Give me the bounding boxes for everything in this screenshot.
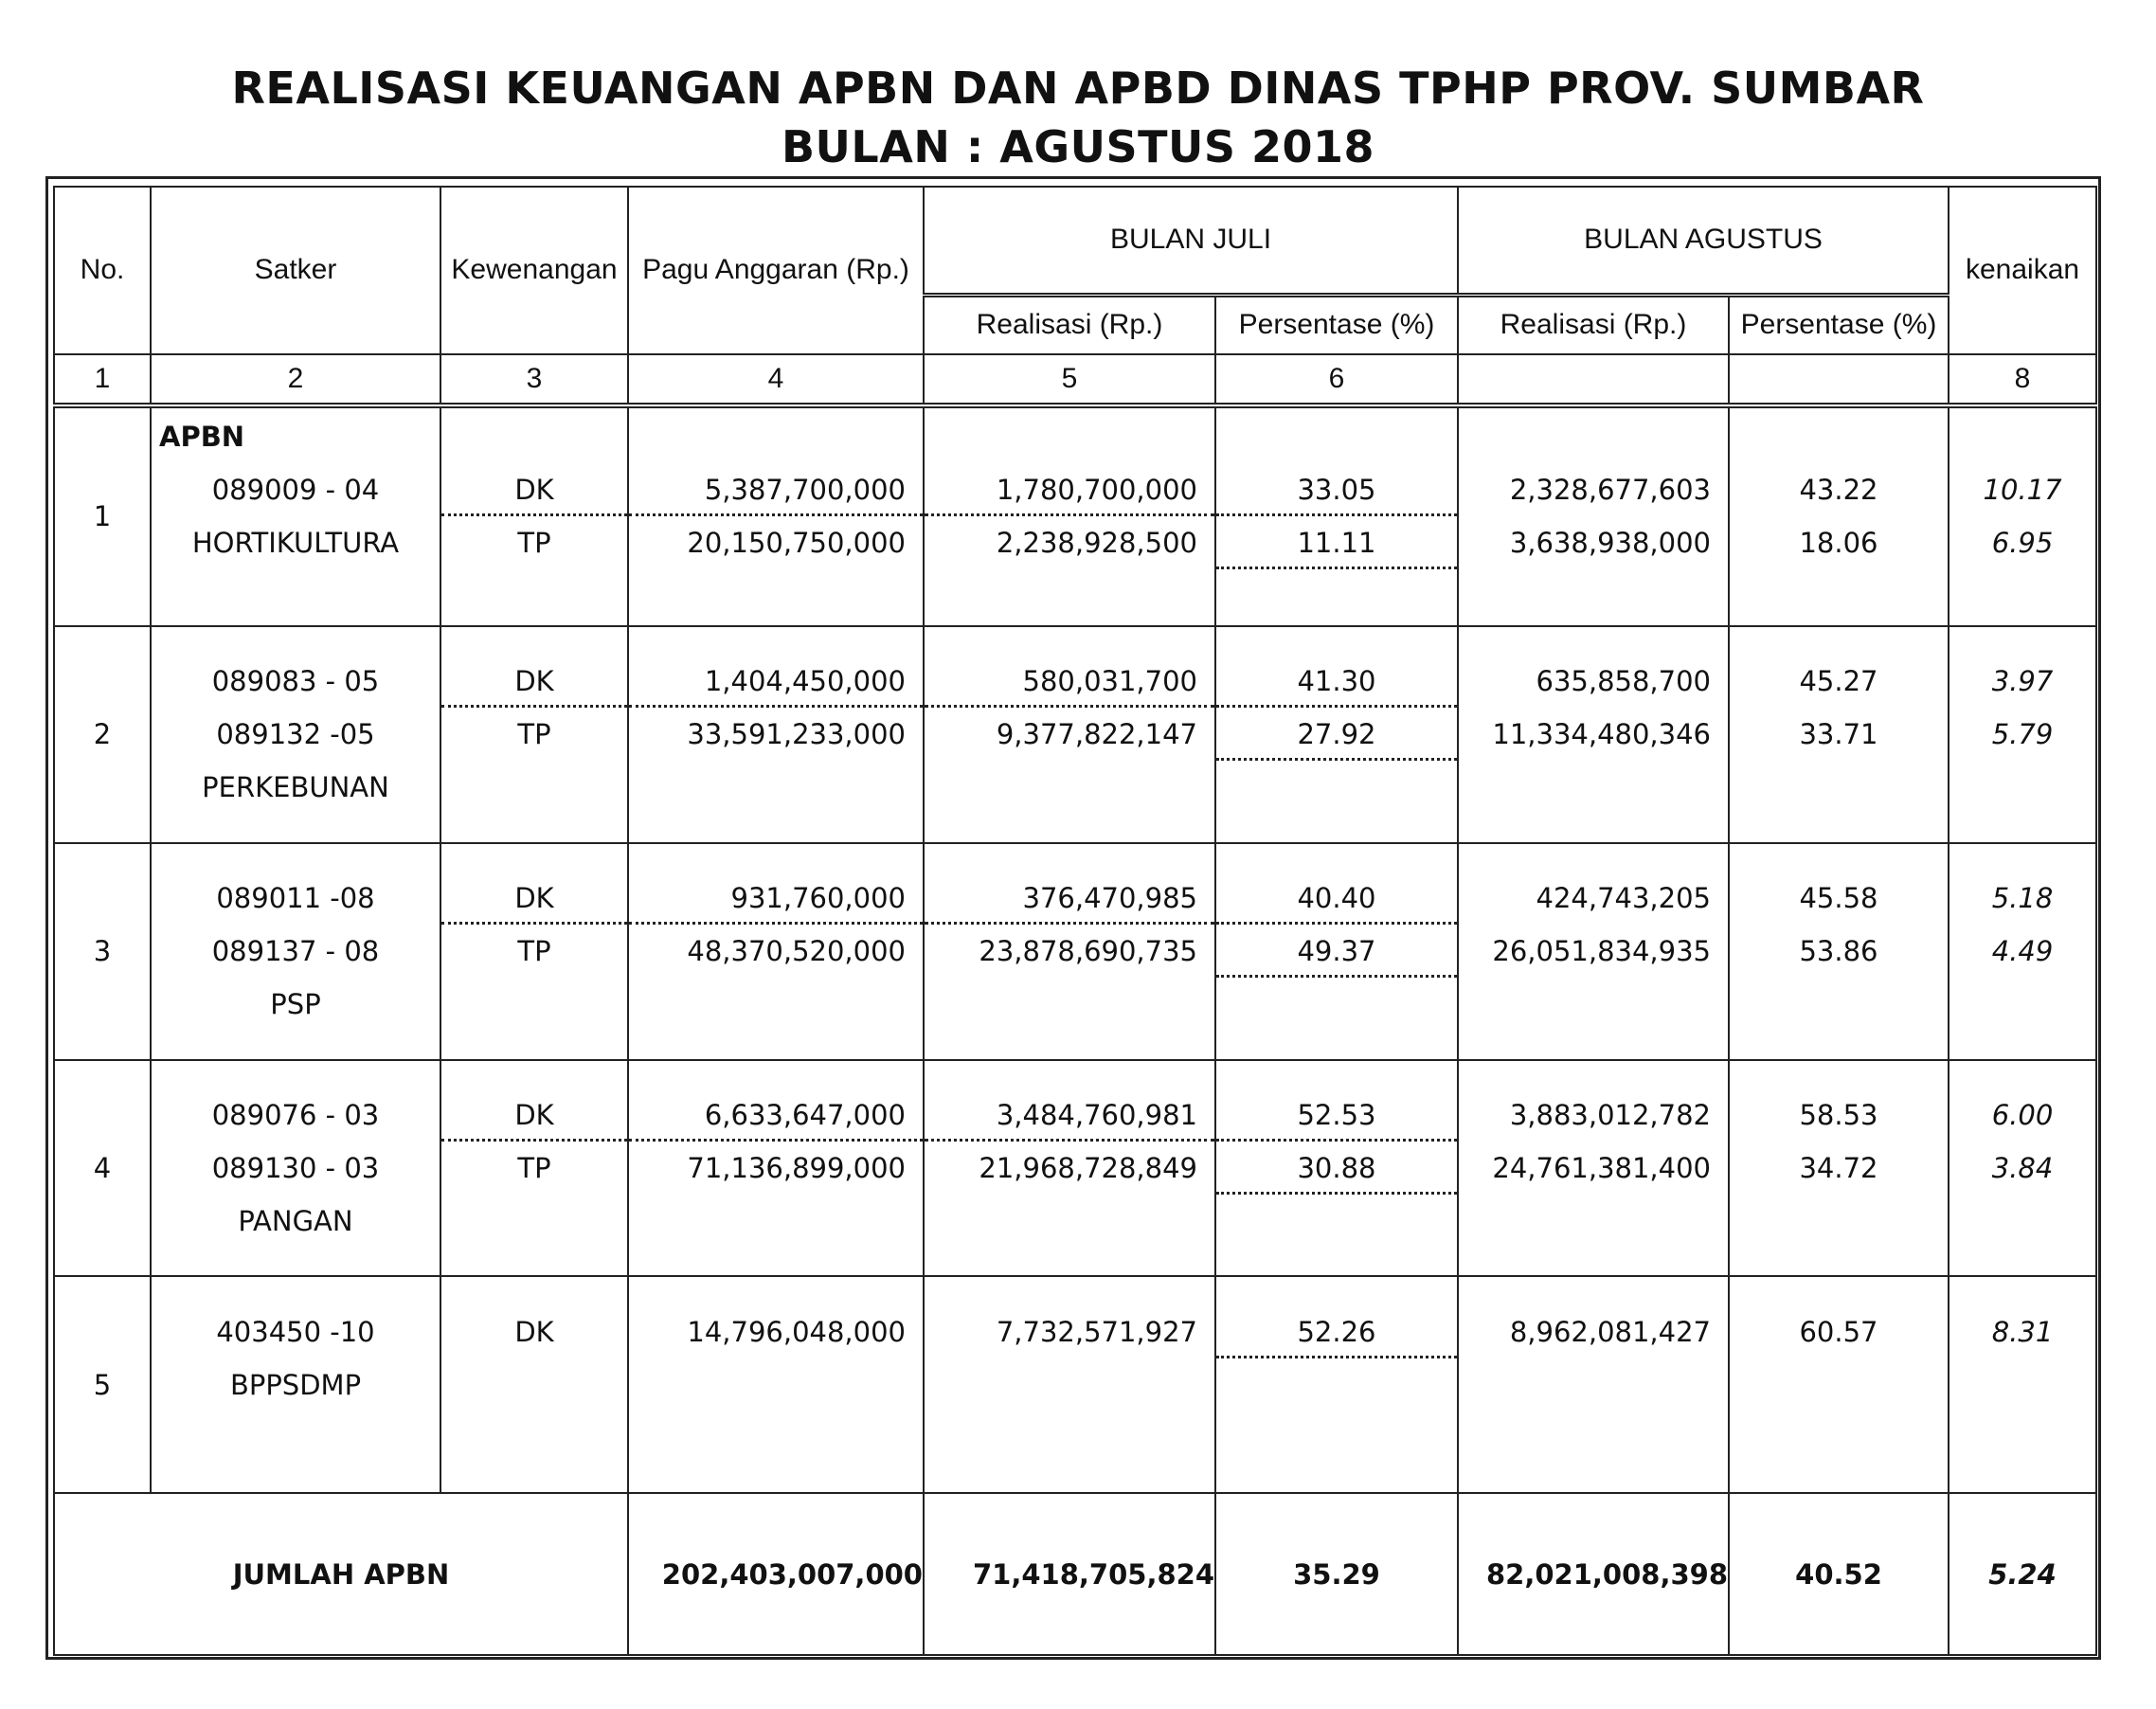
realisasi-juli-value: 1,780,700,000	[925, 463, 1214, 516]
kewenangan-dk: DK	[441, 463, 627, 516]
row-pagu	[628, 843, 924, 1060]
row-pagu	[628, 1276, 924, 1493]
row-kewenangan	[440, 1276, 628, 1493]
pagu-value: 71,136,899,000	[687, 1151, 906, 1184]
realisasi-agustus-value: 24,761,381,400	[1492, 1151, 1711, 1184]
header-bulan-agustus: BULAN AGUSTUS	[1458, 187, 1949, 295]
row-kenaikan	[1949, 626, 2096, 843]
total-row	[54, 1493, 2096, 1655]
row-persentase-juli	[1215, 626, 1458, 843]
row-realisasi-agustus	[1458, 1276, 1729, 1493]
header-realisasi-agustus: Realisasi (Rp.)	[1458, 295, 1729, 353]
row-persentase-agustus	[1729, 405, 1949, 626]
total-realisasi-agustus: 82,021,008,398	[1458, 1493, 1729, 1655]
total-persentase-juli: 35.29	[1215, 1493, 1458, 1655]
header-bulan-juli: BULAN JULI	[924, 187, 1458, 295]
total-kenaikan: 5.24	[1949, 1493, 2096, 1655]
table-row	[54, 1060, 2096, 1277]
row-satker	[151, 626, 440, 843]
row-kenaikan	[1949, 843, 2096, 1060]
persentase-agustus-value: 18.06	[1799, 527, 1878, 560]
row-persentase-agustus	[1729, 1060, 1949, 1277]
persentase-juli-value: 11.11	[1216, 516, 1457, 569]
kewenangan-dk: DK	[441, 1088, 627, 1142]
row-realisasi-agustus	[1458, 1060, 1729, 1277]
header-kewenangan: Kewenangan	[440, 187, 628, 354]
kenaikan-value: 10.17	[1983, 474, 2062, 507]
header-satker: Satker	[151, 187, 440, 354]
kenaikan-value: 8.31	[1991, 1315, 2054, 1348]
satker-line: 089009 - 04	[211, 474, 380, 507]
table-row	[54, 405, 2096, 626]
realisasi-table	[53, 186, 2097, 1656]
row-pagu	[628, 405, 924, 626]
row-kenaikan	[1949, 1276, 2096, 1493]
row-satker	[151, 1276, 440, 1493]
row-persentase-juli	[1215, 843, 1458, 1060]
pagu-value: 931,760,000	[629, 872, 923, 925]
row-satker	[151, 405, 440, 626]
row-realisasi-juli	[924, 626, 1215, 843]
table-row	[54, 626, 2096, 843]
total-pagu: 202,403,007,000	[628, 1493, 924, 1655]
pagu-value: 20,150,750,000	[687, 527, 906, 560]
realisasi-juli-value: 9,377,822,147	[996, 718, 1197, 751]
row-no: 2	[54, 626, 151, 843]
row-persentase-juli	[1215, 1060, 1458, 1277]
row-realisasi-agustus	[1458, 405, 1729, 626]
persentase-agustus-value: 60.57	[1799, 1315, 1878, 1348]
pagu-value: 33,591,233,000	[687, 718, 906, 751]
satker-line: 089137 - 08	[211, 935, 380, 968]
row-pagu	[628, 626, 924, 843]
row-kenaikan	[1949, 405, 2096, 626]
realisasi-juli-value: 376,470,985	[925, 872, 1214, 925]
row-persentase-agustus	[1729, 843, 1949, 1060]
kewenangan-dk: DK	[441, 872, 627, 925]
kewenangan-dk: DK	[441, 655, 627, 708]
realisasi-agustus-value: 3,638,938,000	[1509, 527, 1711, 560]
row-realisasi-agustus	[1458, 626, 1729, 843]
row-persentase-agustus	[1729, 1276, 1949, 1493]
persentase-agustus-value: 34.72	[1799, 1151, 1878, 1184]
satker-line: 089011 -08	[216, 882, 375, 915]
header-pagu: Pagu Anggaran (Rp.)	[628, 187, 924, 354]
row-realisasi-agustus	[1458, 843, 1729, 1060]
pagu-value: 1,404,450,000	[629, 655, 923, 708]
row-realisasi-juli	[924, 843, 1215, 1060]
realisasi-juli-value: 23,878,690,735	[979, 935, 1197, 968]
persentase-juli-value: 27.92	[1216, 708, 1457, 761]
persentase-agustus-value: 45.58	[1799, 882, 1878, 915]
realisasi-juli-value: 21,968,728,849	[979, 1151, 1197, 1184]
total-realisasi-juli: 71,418,705,824	[924, 1493, 1215, 1655]
satker-line: BPPSDMP	[229, 1368, 362, 1401]
colnum-5: 5	[924, 354, 1215, 405]
persentase-juli-value: 30.88	[1216, 1142, 1457, 1195]
kewenangan-tp: TP	[517, 527, 551, 560]
realisasi-agustus-value: 8,962,081,427	[1509, 1315, 1711, 1348]
row-no: 4	[54, 1060, 151, 1277]
report-title: REALISASI KEUANGAN APBN DAN APBD DINAS TPHP PROV. SUMBAR	[231, 63, 1925, 114]
realisasi-agustus-value: 424,743,205	[1536, 882, 1711, 915]
header-kenaikan: kenaikan	[1949, 187, 2096, 354]
realisasi-agustus-value: 2,328,677,603	[1509, 474, 1711, 507]
satker-line: 089130 - 03	[211, 1151, 380, 1184]
satker-line: 403450 -10	[216, 1315, 375, 1348]
header-persentase-agustus: Persentase (%)	[1729, 295, 1949, 353]
table-row	[54, 843, 2096, 1060]
pagu-value: 48,370,520,000	[687, 935, 906, 968]
total-persentase-agustus: 40.52	[1729, 1493, 1949, 1655]
persentase-juli-value: 49.37	[1216, 925, 1457, 978]
pagu-value: 5,387,700,000	[629, 463, 923, 516]
row-satker	[151, 843, 440, 1060]
persentase-agustus-value: 53.86	[1799, 935, 1878, 968]
row-no: 5	[54, 1276, 151, 1493]
satker-line: 089076 - 03	[211, 1098, 380, 1131]
row-realisasi-juli	[924, 1060, 1215, 1277]
realisasi-agustus-value: 11,334,480,346	[1492, 718, 1711, 751]
persentase-agustus-value: 33.71	[1799, 718, 1878, 751]
row-kewenangan	[440, 843, 628, 1060]
persentase-juli-value: 41.30	[1216, 655, 1457, 708]
kewenangan-tp: TP	[517, 1151, 551, 1184]
realisasi-agustus-value: 3,883,012,782	[1509, 1098, 1711, 1131]
satker-line: HORTIKULTURA	[191, 527, 400, 560]
pagu-value: 14,796,048,000	[687, 1315, 906, 1348]
row-persentase-juli	[1215, 405, 1458, 626]
kewenangan-dk: DK	[514, 1315, 554, 1348]
realisasi-juli-value: 3,484,760,981	[925, 1088, 1214, 1142]
colnum-7	[1458, 354, 1729, 405]
row-kewenangan	[440, 626, 628, 843]
row-no: 1	[54, 405, 151, 626]
report-subtitle: BULAN : AGUSTUS 2018	[782, 121, 1374, 172]
realisasi-juli-value: 7,732,571,927	[996, 1315, 1197, 1348]
pagu-value: 6,633,647,000	[629, 1088, 923, 1142]
kenaikan-value: 6.00	[1991, 1098, 2054, 1131]
kenaikan-value: 3.97	[1991, 665, 2054, 698]
row-no: 3	[54, 843, 151, 1060]
row-pagu	[628, 1060, 924, 1277]
satker-line	[152, 569, 440, 622]
persentase-juli-value: 40.40	[1216, 872, 1457, 925]
persentase-agustus-value: 58.53	[1799, 1098, 1878, 1131]
kewenangan-tp: TP	[517, 718, 551, 751]
colnum-4: 4	[628, 354, 924, 405]
row-kenaikan	[1949, 1060, 2096, 1277]
persentase-juli-value: 52.53	[1216, 1088, 1457, 1142]
kenaikan-value: 6.95	[1991, 527, 2054, 560]
satker-line: 089132 -05	[216, 718, 375, 751]
satker-line: PSP	[270, 988, 321, 1021]
colnum-2: 2	[151, 354, 440, 405]
persentase-juli-value: 52.26	[1216, 1305, 1457, 1358]
colnum-1: 1	[54, 354, 151, 405]
row-realisasi-juli	[924, 1276, 1215, 1493]
persentase-juli-value: 33.05	[1216, 463, 1457, 516]
kenaikan-value: 5.79	[1991, 718, 2054, 751]
header-no: No.	[54, 187, 151, 354]
total-label: JUMLAH APBN	[54, 1493, 628, 1655]
colnum-6: 6	[1215, 354, 1458, 405]
persentase-agustus-value: 43.22	[1799, 474, 1878, 507]
colnum-3: 3	[440, 354, 628, 405]
colnum-8: 8	[1949, 354, 2096, 405]
realisasi-juli-value: 580,031,700	[925, 655, 1214, 708]
row-kewenangan	[440, 1060, 628, 1277]
realisasi-juli-value: 2,238,928,500	[996, 527, 1197, 560]
header-persentase-juli: Persentase (%)	[1215, 295, 1458, 353]
persentase-agustus-value: 45.27	[1799, 665, 1878, 698]
satker-line: PERKEBUNAN	[202, 771, 389, 804]
kenaikan-value: 4.49	[1991, 935, 2054, 968]
kewenangan-tp: TP	[517, 935, 551, 968]
row-kewenangan	[440, 405, 628, 626]
kenaikan-value: 3.84	[1991, 1151, 2054, 1184]
row-persentase-juli	[1215, 1276, 1458, 1493]
kenaikan-value: 5.18	[1991, 882, 2054, 915]
row-realisasi-juli	[924, 405, 1215, 626]
row-persentase-agustus	[1729, 626, 1949, 843]
realisasi-agustus-value: 26,051,834,935	[1492, 935, 1711, 968]
realisasi-agustus-value: 635,858,700	[1536, 665, 1711, 698]
row-satker	[151, 1060, 440, 1277]
colnum-7b	[1729, 354, 1949, 405]
section-label: APBN	[159, 421, 245, 454]
satker-line: 089083 - 05	[211, 665, 380, 698]
table-row	[54, 1276, 2096, 1493]
header-realisasi-juli: Realisasi (Rp.)	[924, 295, 1215, 353]
satker-line: PANGAN	[238, 1204, 353, 1237]
